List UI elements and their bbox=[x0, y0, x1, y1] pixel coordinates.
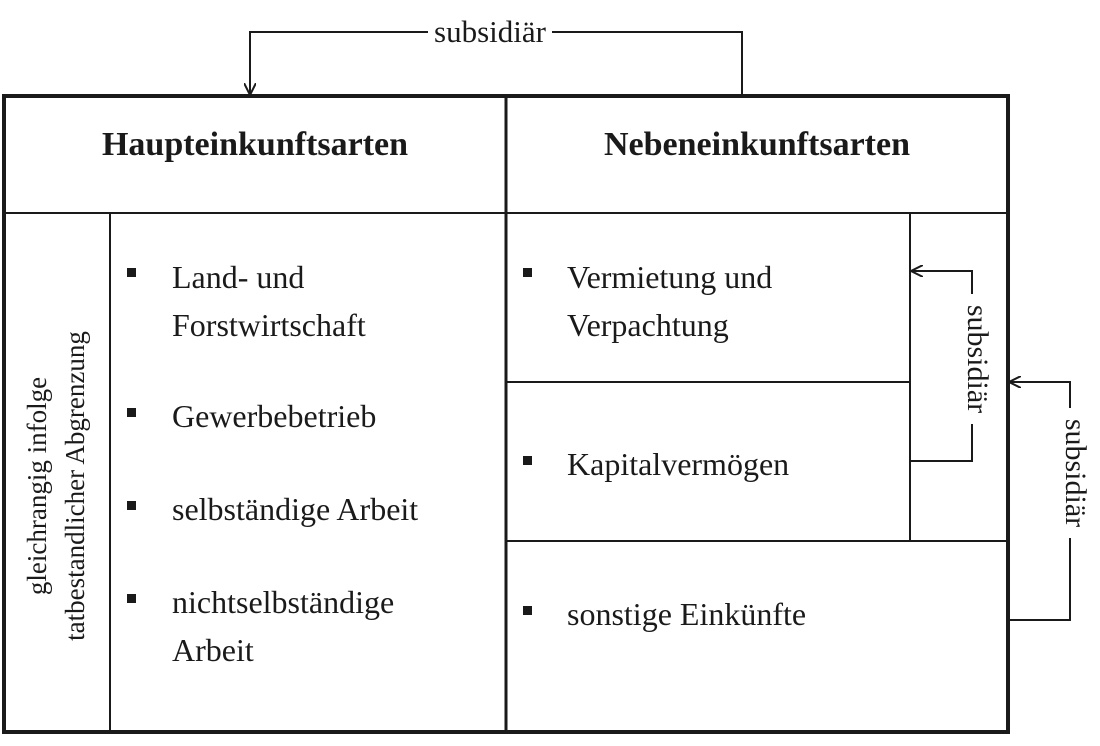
bullet-icon bbox=[127, 408, 136, 417]
main-item-employment bbox=[172, 578, 394, 674]
main-item-line: nichtselbständige bbox=[172, 584, 395, 620]
bullet-icon bbox=[127, 268, 136, 277]
main-item-self-employment: selbständige Arbeit bbox=[172, 491, 419, 527]
side-label bbox=[18, 226, 96, 746]
header-main-income: Haupteinkunftsarten bbox=[101, 126, 409, 163]
bullet-icon bbox=[523, 268, 532, 277]
bullet-icon bbox=[127, 501, 136, 510]
main-item-business: Gewerbebetrieb bbox=[172, 398, 377, 434]
bullet-icon bbox=[523, 606, 532, 615]
side-label-line-1: gleichrangig infolge bbox=[22, 376, 52, 596]
side-label-line-2: tatbestandlicher Abgrenzung bbox=[60, 331, 90, 641]
secondary-item-line: Verpachtung bbox=[567, 307, 729, 343]
secondary-item-line: Vermietung und bbox=[567, 259, 773, 295]
main-item-line: Forstwirtschaft bbox=[172, 307, 366, 343]
main-item-agriculture bbox=[172, 253, 366, 349]
top-subsidiary-label: subsidiär bbox=[428, 15, 552, 49]
outer-subsidiary-label: subsidiär bbox=[1059, 408, 1091, 538]
header-secondary-income: Nebeneinkunftsarten bbox=[603, 126, 911, 163]
secondary-item-other: sonstige Einkünfte bbox=[567, 596, 807, 632]
bullet-icon bbox=[127, 594, 136, 603]
inner-subsidiary-label: subsidiär bbox=[961, 294, 993, 424]
secondary-item-rental bbox=[567, 253, 772, 349]
main-item-line: Arbeit bbox=[172, 632, 254, 668]
main-item-line: Land- und bbox=[172, 259, 305, 295]
secondary-item-capital: Kapitalvermögen bbox=[567, 446, 790, 482]
bullet-icon bbox=[523, 456, 532, 465]
